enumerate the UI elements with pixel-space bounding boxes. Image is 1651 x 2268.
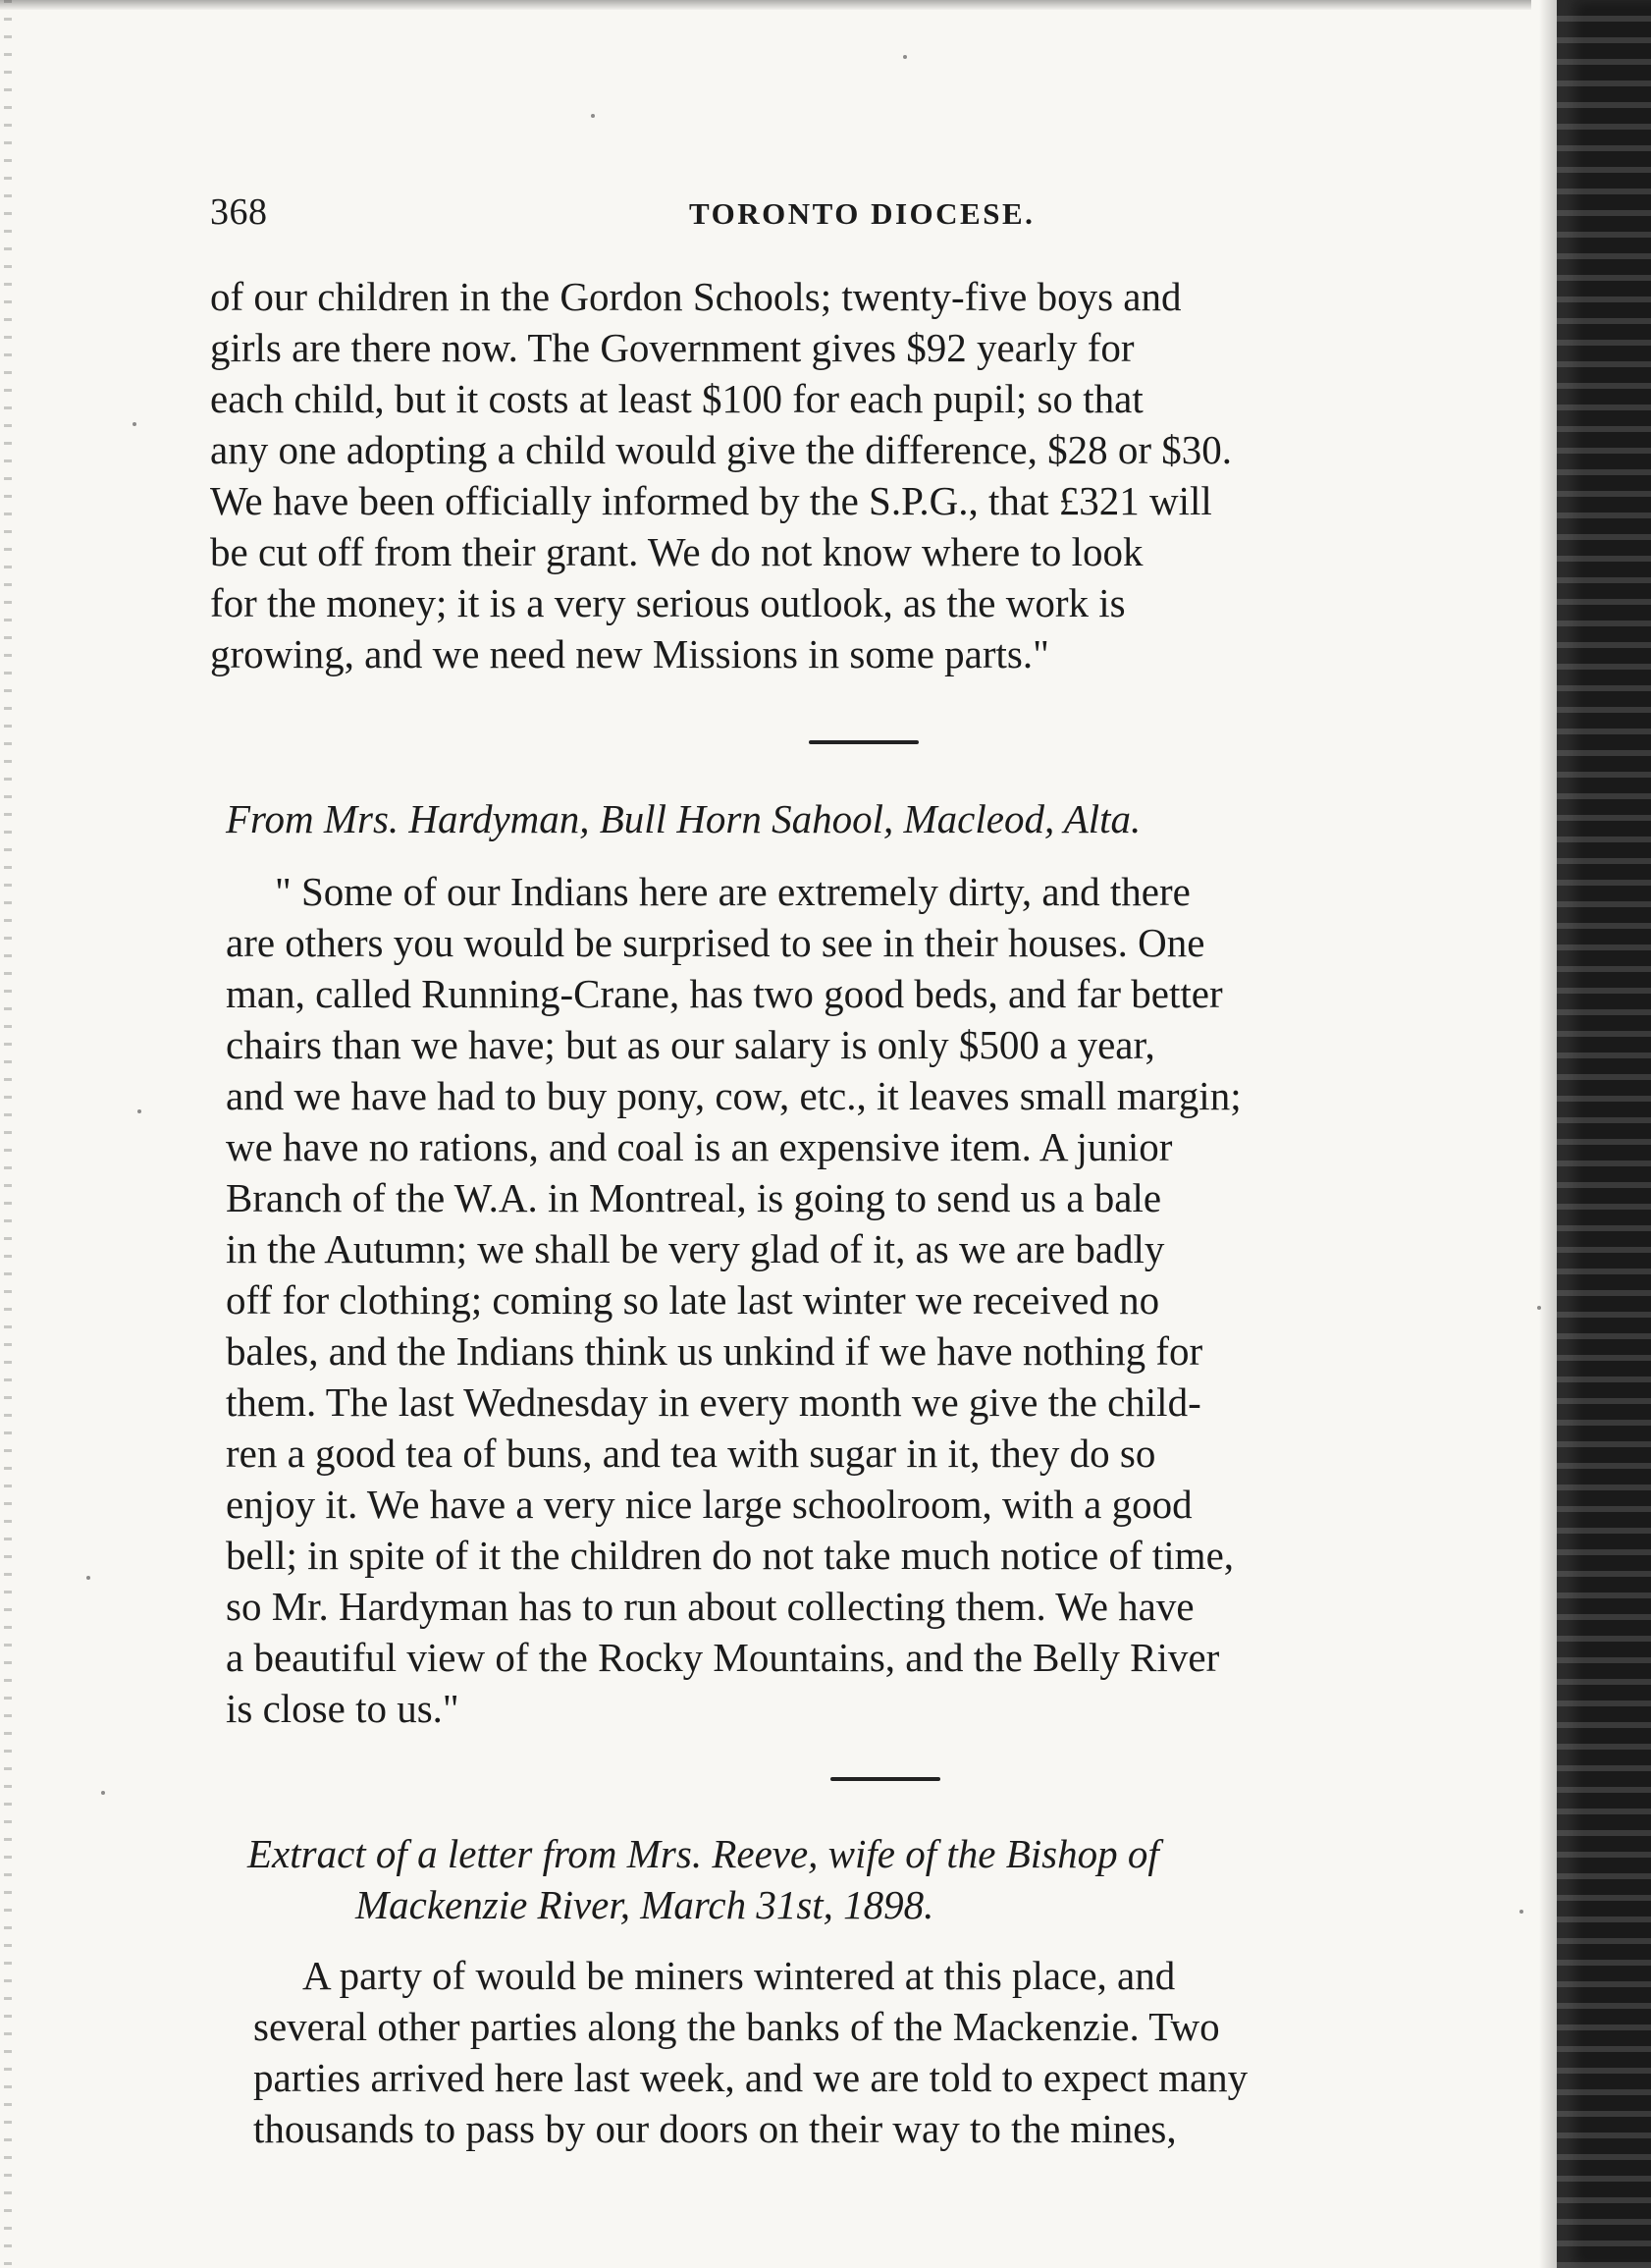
ink-speck <box>1537 1306 1541 1310</box>
ink-speck <box>137 1109 141 1113</box>
text-line: and we have had to buy pony, cow, etc., it leaves small margin; <box>226 1073 1242 1118</box>
text-line: growing, and we need new Missions in some parts." <box>210 631 1049 676</box>
text-line: any one adopting a child would give the difference, $28 or $30. <box>210 427 1233 472</box>
text-line: thousands to pass by our doors on their way to the mines, <box>253 2106 1177 2151</box>
section-divider <box>809 740 919 744</box>
text-line: bales, and the Indians think us unkind if we have nothing for <box>226 1328 1203 1374</box>
page-number: 368 <box>210 191 268 233</box>
text-line: A party of would be miners wintered at this place, and <box>302 1953 1176 1998</box>
text-line: several other parties along the banks of the Mackenzie. Two <box>253 2004 1220 2049</box>
text-line: be cut off from their grant. We do not know where to look <box>210 529 1144 574</box>
text-line: chairs than we have; but as our salary is only $500 a year, <box>226 1022 1155 1067</box>
text-line: them. The last Wednesday in every month we give the child- <box>226 1379 1201 1425</box>
ink-speck <box>1519 1910 1523 1914</box>
text-line: bell; in spite of it the children do not take much notice of time, <box>226 1533 1235 1578</box>
section-heading-continuation: Mackenzie River, March 31st, 1898. <box>355 1882 934 1927</box>
section-heading: From Mrs. Hardyman, Bull Horn Sahool, Macleod, Alta. <box>226 796 1142 841</box>
top-page-edge <box>0 0 1531 10</box>
section-divider <box>830 1777 940 1781</box>
ink-speck <box>101 1791 105 1795</box>
text-line: parties arrived here last week, and we are told to expect many <box>253 2055 1249 2100</box>
text-line: girls are there now. The Government gives $92 yearly for <box>210 325 1135 370</box>
text-line: Branch of the W.A. in Montreal, is going to send us a bale <box>226 1175 1162 1220</box>
text-line: enjoy it. We have a very nice large schoolroom, with a good <box>226 1482 1193 1527</box>
book-spine <box>1557 0 1651 2268</box>
text-line: We have been officially informed by the S.P.G., that £321 will <box>210 478 1212 523</box>
text-line: man, called Running-Crane, has two good beds, and far better <box>226 971 1223 1016</box>
ink-speck <box>591 114 595 118</box>
ink-speck <box>133 422 136 426</box>
text-line: " Some of our Indians here are extremely dirty, and there <box>275 869 1191 914</box>
section-heading: Extract of a letter from Mrs. Reeve, wife of the Bishop of <box>247 1831 1159 1876</box>
text-line: a beautiful view of the Rocky Mountains, and the Belly River <box>226 1635 1220 1680</box>
text-line: off for clothing; coming so late last winter we received no <box>226 1277 1160 1323</box>
text-line: of our children in the Gordon Schools; twenty-five boys and <box>210 274 1182 319</box>
ink-speck <box>903 55 907 59</box>
text-line: each child, but it costs at least $100 for each pupil; so that <box>210 376 1144 421</box>
text-line: so Mr. Hardyman has to run about collecting them. We have <box>226 1584 1195 1629</box>
text-line: ren a good tea of buns, and tea with sugar in it, they do so <box>226 1431 1156 1476</box>
text-line: we have no rations, and coal is an expensive item. A junior <box>226 1124 1173 1169</box>
ink-speck <box>86 1576 90 1580</box>
text-line: is close to us." <box>226 1686 459 1731</box>
left-page-edge <box>4 0 12 2268</box>
header-title: TORONTO DIOCESE. <box>689 196 1036 231</box>
text-line: for the money; it is a very serious outlook, as the work is <box>210 580 1126 625</box>
text-line: are others you would be surprised to see in their houses. One <box>226 920 1205 965</box>
text-line: in the Autumn; we shall be very glad of it, as we are badly <box>226 1226 1165 1271</box>
running-head <box>210 190 1506 242</box>
